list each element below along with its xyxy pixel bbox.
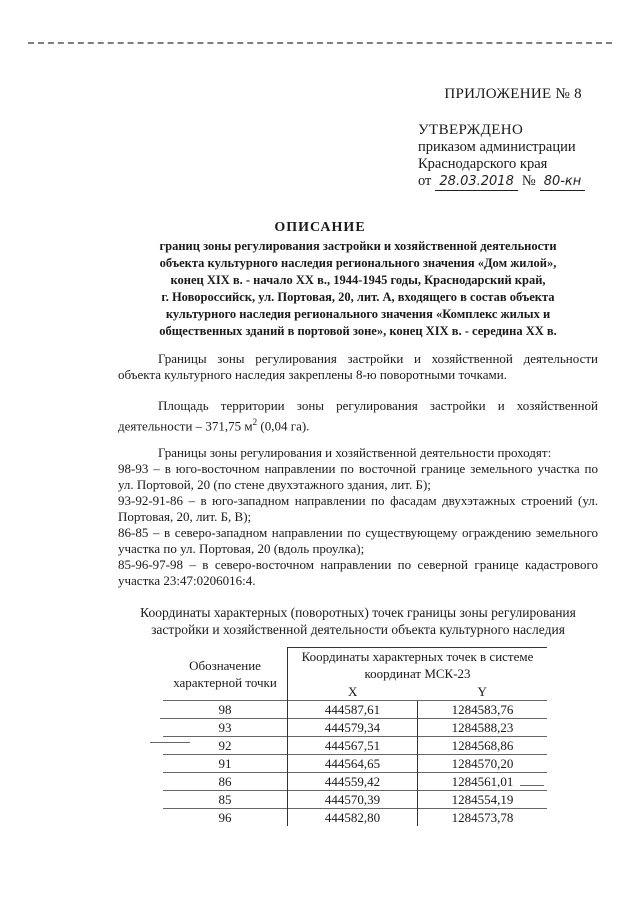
- point-y: 1284583,76: [418, 701, 548, 719]
- point-y: 1284573,78: [418, 809, 548, 827]
- area-text: Площадь территории зоны регулирования застройки и хозяйственной деятельности – 371,75 м: [118, 398, 598, 434]
- table-row: [163, 737, 547, 755]
- point-id: 92: [163, 737, 288, 755]
- table-row: [163, 791, 547, 809]
- table-row: [163, 809, 547, 827]
- subtitle-line: г. Новороссийск, ул. Портовая, 20, лит. А, входящего в состав объекта: [161, 290, 555, 304]
- subtitle-line: конец XIX в. - начало XX в., 1944-1945 годы, Краснодарский край,: [170, 273, 546, 287]
- point-x: 444587,61: [288, 701, 418, 719]
- coordinates-table-title: Координаты характерных (поворотных) точек границы зоны регулирования застройки и хозяйственной деятельности объекта культурного наследия: [140, 605, 576, 637]
- handwritten-date: 28.03.2018: [435, 173, 517, 191]
- scan-artifact-line: [520, 785, 544, 786]
- point-id: 98: [163, 701, 288, 719]
- area-tail: (0,04 га).: [257, 418, 310, 434]
- point-x: 444564,65: [288, 755, 418, 773]
- points-paragraph: Границы зоны регулирования застройки и хозяйственной деятельности объекта культурного наследия закреплены 8-ю поворотными точками.: [118, 351, 598, 382]
- approval-line-1: приказом администрации: [418, 139, 576, 155]
- handwritten-number: 80-кн: [540, 173, 586, 191]
- col-y-header: Y: [477, 683, 487, 699]
- table-row: [163, 719, 547, 737]
- point-x: 444559,42: [288, 773, 418, 791]
- document-title: ОПИСАНИЕ: [274, 220, 366, 235]
- boundary-item: 98-93 – в юго-восточном направлении по восточной границе земельного участка по ул. Портовой, 20 (по стене двухэтажного здания, лит. Б);: [118, 461, 598, 492]
- area-superscript: 2: [252, 417, 258, 427]
- document-subtitle: [118, 238, 598, 340]
- point-y: 1284570,20: [418, 755, 548, 773]
- point-y: 1284588,23: [418, 719, 548, 737]
- number-label: №: [521, 173, 536, 189]
- boundary-item: 93-92-91-86 – в юго-западном направлении по фасадам двухэтажных строений (ул. Портовая, 20, лит. Б, В);: [118, 493, 598, 524]
- area-paragraph: [118, 398, 598, 434]
- point-y: 1284554,19: [418, 791, 548, 809]
- subtitle-line: объекта культурного наследия регионального значения «Дом жилой»,: [159, 256, 557, 270]
- scan-artifact-line: [160, 718, 182, 719]
- table-row: [163, 773, 547, 791]
- point-x: 444567,51: [288, 737, 418, 755]
- col-coords-header: Координаты характерных точек в системе координат МСК-23: [288, 648, 548, 684]
- approval-block: [418, 122, 585, 191]
- point-x: 444579,34: [288, 719, 418, 737]
- point-id: 91: [163, 755, 288, 773]
- coordinates-table: [163, 647, 547, 826]
- point-id: 96: [163, 809, 288, 827]
- approval-heading: УТВЕРЖДЕНО: [418, 122, 524, 138]
- col-x-header: X: [288, 683, 418, 701]
- boundaries-intro: Границы зоны регулирования и хозяйственной деятельности проходят:: [158, 445, 552, 460]
- boundaries-section: [118, 445, 598, 589]
- point-y: 1284561,01: [418, 773, 548, 791]
- point-x: 444582,80: [288, 809, 418, 827]
- point-x: 444570,39: [288, 791, 418, 809]
- subtitle-line: общественных зданий в портовой зоне», конец XIX в. - середина XX в.: [159, 324, 557, 338]
- subtitle-line: культурного наследия регионального значения «Комплекс жилых и: [165, 307, 551, 321]
- col-point-header: Обозначение характерной точки: [173, 657, 277, 690]
- scan-artifact-line: [150, 742, 190, 743]
- point-id: 86: [163, 773, 288, 791]
- table-row: [163, 755, 547, 773]
- table-row: [163, 701, 547, 719]
- point-id: 85: [163, 791, 288, 809]
- appendix-label: ПРИЛОЖЕНИЕ № 8: [444, 86, 582, 102]
- boundary-item: 85-96-97-98 – в северо-восточном направлении по северной границе кадастрового участка 23:47:0206016:4.: [118, 557, 598, 588]
- subtitle-line: границ зоны регулирования застройки и хозяйственной деятельности: [159, 239, 557, 253]
- approval-order-line: [418, 173, 585, 191]
- approval-line-2: Краснодарского края: [418, 156, 548, 172]
- boundary-item: 86-85 – в северо-западном направлении по существующему ограждению земельного участка по ул. Портовая, 20 (вдоль проулка);: [118, 525, 598, 556]
- from-label: от: [418, 173, 432, 189]
- point-id: 93: [163, 719, 288, 737]
- scan-top-border: [28, 42, 612, 44]
- point-y: 1284568,86: [418, 737, 548, 755]
